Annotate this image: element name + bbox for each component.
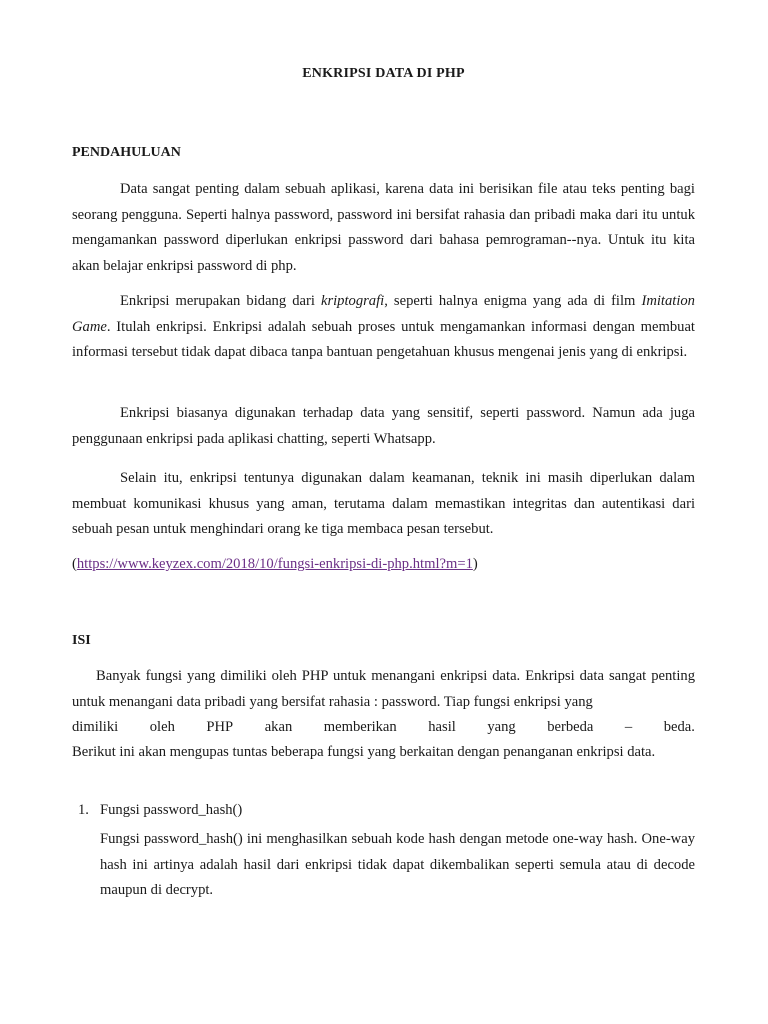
word: akan (264, 719, 293, 735)
word: dimiliki (72, 719, 119, 735)
source-citation (72, 552, 695, 578)
word: hasil (428, 719, 456, 735)
source-link[interactable]: https://www.keyzex.com/2018/10/fungsi-enkripsi-di-php.html?m=1 (76, 556, 473, 572)
list-item-number: 1. (78, 802, 89, 818)
intro-p2-text-a: Enkripsi merupakan bidang dari (120, 293, 321, 309)
term-kriptografi: kriptografi (320, 293, 385, 309)
intro-p2-text-b: , seperti halnya enigma yang ada di film (384, 293, 642, 309)
word: oleh (149, 719, 175, 735)
intro-paragraph-4: Selain itu, enkripsi tentunya digunakan dalam keamanan, teknik ini masih diperlukan dalam membuat komunikasi khusus yang aman, terutama dalam memastikan integritas dan autentikasi dari sebuah pesan untuk menghindari orang ke tiga membaca pesan tersebut. (72, 470, 695, 537)
intro-paragraph-2 (72, 289, 695, 366)
body-paragraph-1-lines-1-2: Banyak fungsi yang dimiliki oleh PHP untuk menangani enkripsi data. Enkripsi data sangat penting untuk menangani data pribadi yang bersifat rahasia : password. Tiap fungsi enkripsi yang (72, 668, 695, 710)
section-heading-isi: ISI (72, 633, 91, 648)
body-paragraph-1-line-3 (72, 715, 695, 741)
list-item-body: Fungsi password_hash() ini menghasilkan sebuah kode hash dengan metode one-way hash. One-way hash ini artinya adalah hasil dari enkripsi tidak dapat dikembalikan seperti semula atau di decode maupun di decrypt. (100, 831, 695, 898)
intro-p2-text-c: . Itulah enkripsi. Enkripsi adalah sebuah proses untuk mengamankan informasi dengan membuat informasi tersebut tidak dapat dibaca tanpa bantuan pengetahuan khusus mengenai jenis yang di enkripsi. (72, 318, 695, 360)
document-title: ENKRIPSI DATA DI PHP (302, 66, 465, 81)
word: berbeda (547, 719, 594, 735)
intro-paragraph-3: Enkripsi biasanya digunakan terhadap data yang sensitif, seperti password. Namun ada juga penggunaan enkripsi pada aplikasi chatting, seperti Whatsapp. (72, 405, 695, 447)
word: memberikan (323, 719, 397, 735)
intro-paragraph-1: Data sangat penting dalam sebuah aplikasi, karena data ini berisikan file atau teks penting bagi seorang pengguna. Seperti halnya password, password ini bersifat rahasia dan pribadi maka dari itu untuk mengamankan password diperlukan enkripsi password dari bahasa pemrograman--nya. Untuk itu kita akan belajar enkripsi password di php. (72, 181, 695, 274)
document-page (72, 0, 695, 1024)
word: yang (487, 719, 516, 735)
film-title: Imitation Game (72, 293, 695, 335)
source-open-paren: ( (72, 556, 77, 572)
list-item-title: Fungsi password_hash() (100, 802, 243, 818)
word: beda. (663, 719, 695, 735)
body-paragraph-1-line-4: Berikut ini akan mengupas tuntas beberapa fungsi yang berkaitan dengan penanganan enkripsi data. (72, 744, 656, 760)
source-close-paren: ) (472, 556, 478, 572)
word: – (624, 719, 633, 735)
word: PHP (206, 719, 234, 735)
section-heading-pendahuluan: PENDAHULUAN (72, 145, 181, 160)
